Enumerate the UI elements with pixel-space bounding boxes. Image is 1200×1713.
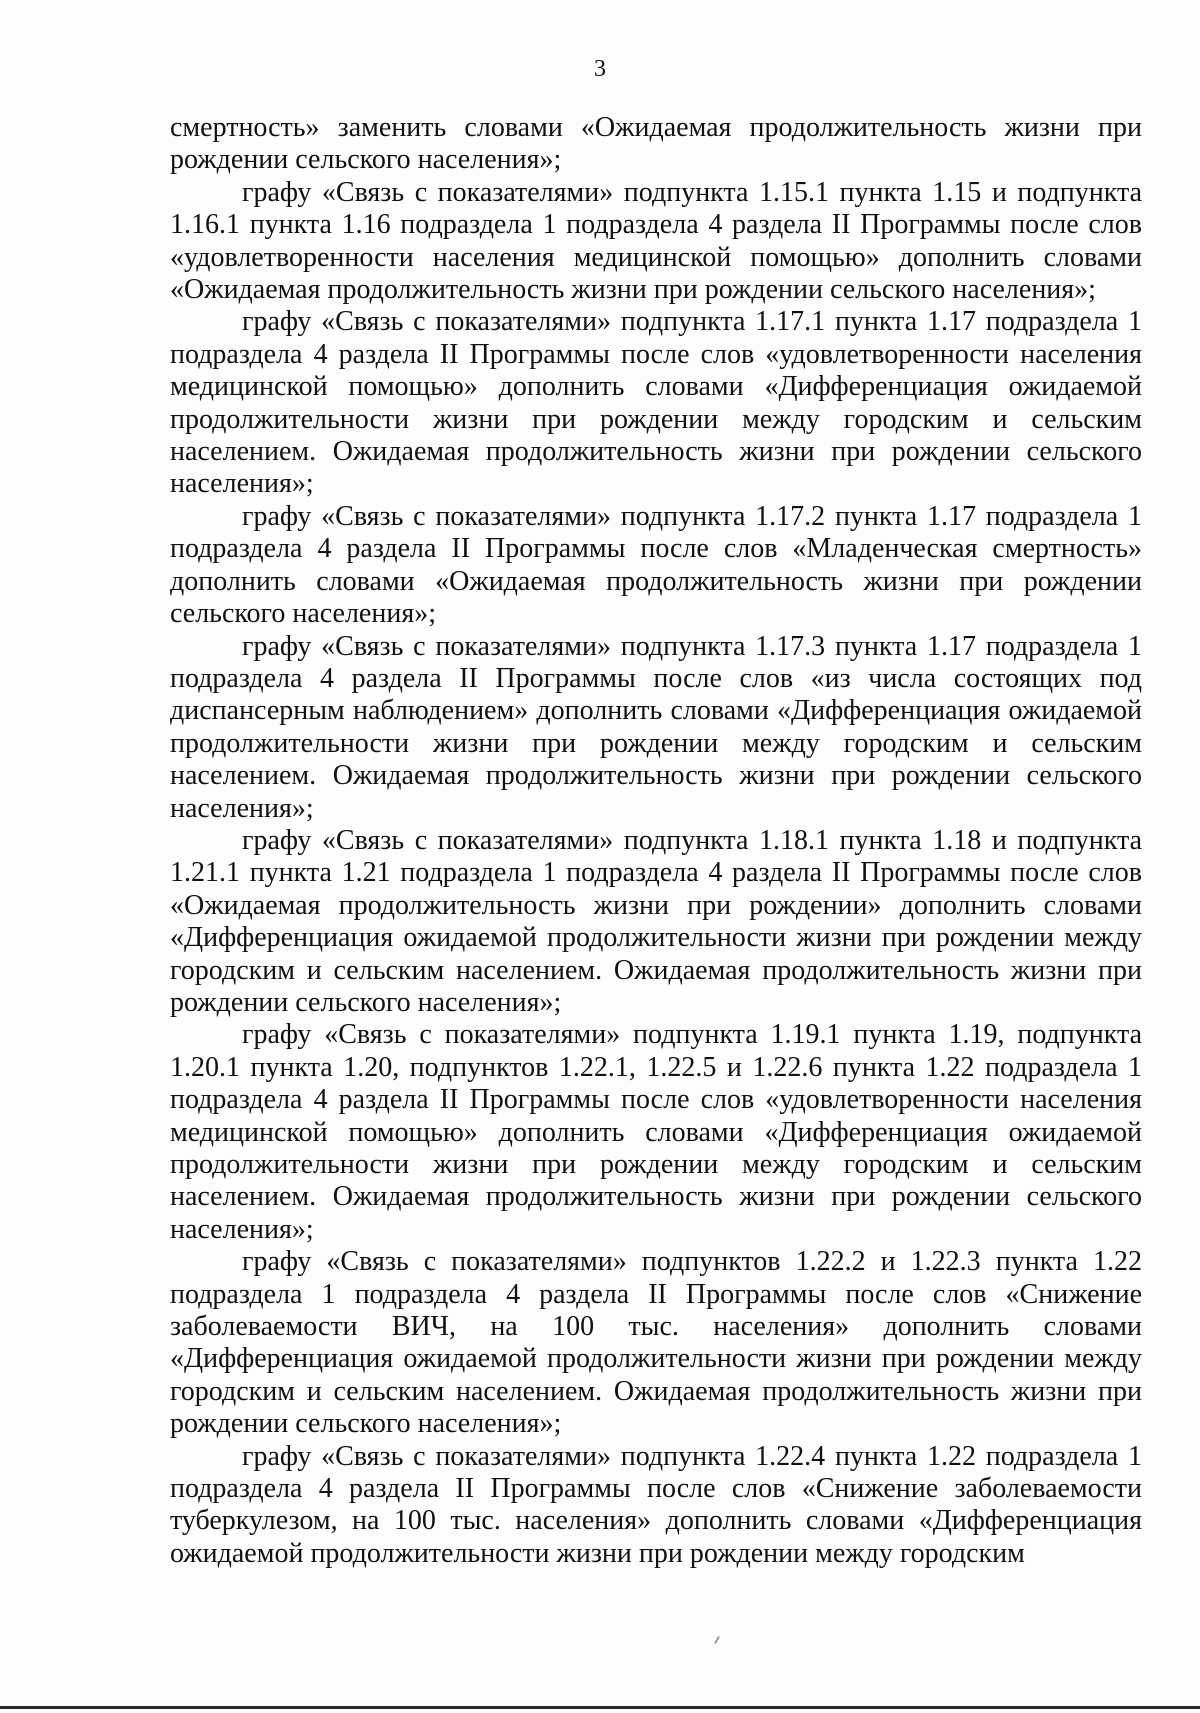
scan-bottom-edge	[0, 1706, 1200, 1709]
page-number: 3	[594, 56, 606, 82]
paragraph-3: графу «Связь с показателями» подпункта 1.17.1 пункта 1.17 подраздела 1 подраздела 4 раздела II Программы после слов «удовлетворенности населения медицинской помощью» дополнить словами «Дифференциация ожидаемой продолжительности жизни при рождении между городским и сельским населением. Ожидаемая продолжительность жизни при рождении сельского населения»;	[170, 306, 1142, 500]
paragraph-8: графу «Связь с показателями» подпунктов 1.22.2 и 1.22.3 пункта 1.22 подраздела 1 подраздела 4 раздела II Программы после слов «Снижение заболеваемости ВИЧ, на 100 тыс. населения» дополнить словами «Дифференциация ожидаемой продолжительности жизни при рождении между городским и сельским населением. Ожидаемая продолжительность жизни при рождении сельского населения»;	[170, 1246, 1142, 1440]
paragraph-6: графу «Связь с показателями» подпункта 1.18.1 пункта 1.18 и подпункта 1.21.1 пункта 1.21 подраздела 1 подраздела 4 раздела II Программы после слов «Ожидаемая продолжительность жизни при рождении» дополнить словами «Дифференциация ожидаемой продолжительности жизни при рождении между городским и сельским населением. Ожидаемая продолжительность жизни при рождении сельского населения»;	[170, 824, 1142, 1018]
paragraph-2: графу «Связь с показателями» подпункта 1.15.1 пункта 1.15 и подпункта 1.16.1 пункта 1.16 подраздела 1 подраздела 4 раздела II Программы после слов «удовлетворенности населения медицинской помощью» дополнить словами «Ожидаемая продолжительность жизни при рождении сельского населения»;	[170, 176, 1142, 306]
document-body	[170, 112, 1142, 1570]
scan-speck	[714, 1636, 720, 1644]
paragraph-1: смертность» заменить словами «Ожидаемая продолжительность жизни при рождении сельского населения»;	[170, 112, 1142, 176]
paragraph-5: графу «Связь с показателями» подпункта 1.17.3 пункта 1.17 подраздела 1 подраздела 4 раздела II Программы после слов «из числа состоящих под диспансерным наблюдением» дополнить словами «Дифференциация ожидаемой продолжительности жизни при рождении между городским и сельским населением. Ожидаемая продолжительность жизни при рождении сельского населения»;	[170, 630, 1142, 824]
paragraph-9: графу «Связь с показателями» подпункта 1.22.4 пункта 1.22 подраздела 1 подраздела 4 раздела II Программы после слов «Снижение заболеваемости туберкулезом, на 100 тыс. населения» дополнить словами «Дифференциация ожидаемой продолжительности жизни при рождении между городским	[170, 1440, 1142, 1569]
paragraph-7: графу «Связь с показателями» подпункта 1.19.1 пункта 1.19, подпункта 1.20.1 пункта 1.20, подпунктов 1.22.1, 1.22.5 и 1.22.6 пункта 1.22 подраздела 1 подраздела 4 раздела II Программы после слов «удовлетворенности населения медицинской помощью» дополнить словами «Дифференциация ожидаемой продолжительности жизни при рождении между городским и сельским населением. Ожидаемая продолжительность жизни при рождении сельского населения»;	[170, 1019, 1142, 1245]
paragraph-4: графу «Связь с показателями» подпункта 1.17.2 пункта 1.17 подраздела 1 подраздела 4 раздела II Программы после слов «Младенческая смертность» дополнить словами «Ожидаемая продолжительность жизни при рождении сельского населения»;	[170, 500, 1142, 630]
